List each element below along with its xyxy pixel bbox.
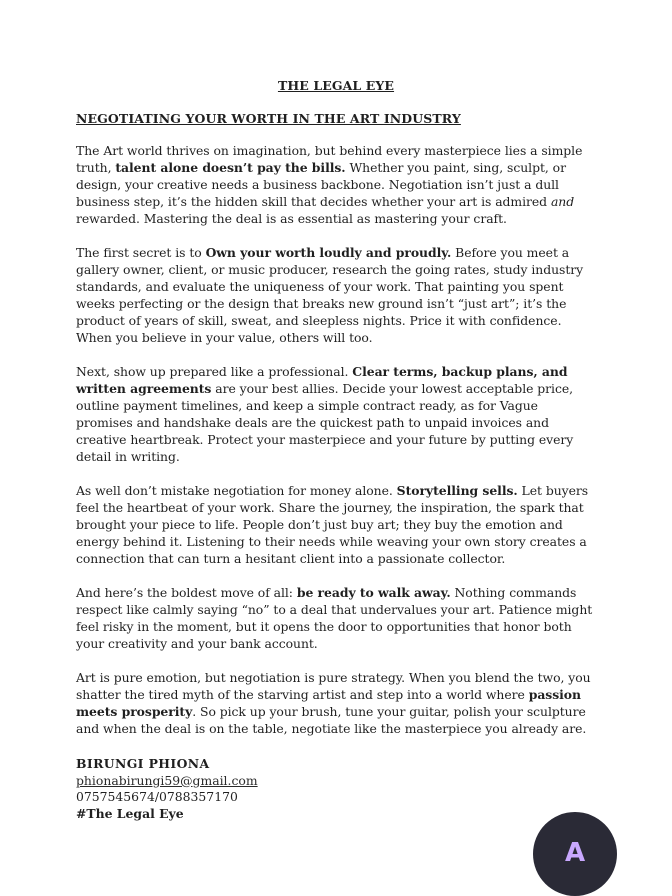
paragraph-text: Whether you paint, sing, sculpt, or design, your creative needs a business backbone. Negotiation isn’t just a dull business step, it’s the hidden skill that decides whether your art is admired	[76, 160, 566, 209]
paragraph-text: are your best allies. Decide your lowest acceptable price, outline payment timelines, and keep a simple contract ready, as for Vague promises and handshake deals are the quickest path to unpaid invoices and creative heartbreak. Protect your masterpiece and your future by putting every detail in writing.	[76, 381, 574, 464]
paragraph-text: Before you meet a gallery owner, client, or music producer, research the going rates, study industry standards, and evaluate the uniqueness of your work. That painting you spent weeks perfecting or the design that breaks new ground isn’t “just art”; it’s the product of years of skill, sweat, and sleepless nights. Price it with confidence. When you believe in your value, others will too.	[76, 245, 584, 345]
paragraph-text: Art is pure emotion, but negotiation is pure strategy. When you blend the two, you shatter the tired myth of the starving artist and step into a world where	[76, 670, 591, 702]
paragraph-text: . So pick up your brush, tune your guitar, polish your sculpture and when the deal is on the table, negotiate like the masterpiece you already are.	[76, 704, 587, 736]
emphasis-text: talent alone doesn’t pay the bills.	[115, 160, 346, 175]
paragraph-text: The first secret is to	[76, 245, 206, 260]
paragraph-text: Let buyers feel the heartbeat of your work. Share the journey, the inspiration, the spark that brought your piece to life. People don’t just buy art; they buy the emotion and energy behind it. Listening to their needs while weaving your own story creates a connection that can turn a hesitant client into a passionate collector.	[76, 483, 589, 566]
paragraph	[76, 482, 596, 567]
paragraph	[76, 142, 596, 227]
emphasis-text: Storytelling sells.	[396, 483, 518, 498]
italic-text: and	[550, 194, 575, 209]
document-title: THE LEGAL EYE	[277, 78, 395, 93]
signature-block	[76, 756, 258, 822]
paragraph-text: And here’s the boldest move of all:	[76, 585, 297, 600]
hashtag: #The Legal Eye	[76, 805, 184, 821]
emphasis-text: Own your worth loudly and proudly.	[205, 245, 452, 260]
author-email-link[interactable]: phionabirungi59@gmail.com	[76, 772, 258, 788]
article-body	[76, 142, 596, 754]
paragraph-text: The Art world thrives on imagination, but behind every masterpiece lies a simple truth,	[76, 143, 583, 175]
paragraph	[76, 244, 596, 346]
emphasis-text: Clear terms, backup plans, and written agreements	[76, 364, 568, 396]
author-name: BIRUNGI PHIONA	[76, 756, 210, 771]
paragraph	[76, 584, 596, 652]
paragraph	[76, 669, 596, 737]
paragraph-text: rewarded. Mastering the deal is as essential as mastering your craft.	[76, 211, 507, 226]
author-phone: 0757545674/0788357170	[76, 789, 238, 804]
paragraph-text: Next, show up prepared like a professional.	[76, 364, 353, 379]
article-heading: NEGOTIATING YOUR WORTH IN THE ART INDUSTRY	[76, 111, 461, 126]
emphasis-text: be ready to walk away.	[296, 585, 451, 600]
paragraph-text: Nothing commands respect like calmly saying “no” to a deal that undervalues your art. Patience might feel risky in the moment, but it opens the door to opportunities that honor both your creativity and your bank account.	[76, 585, 593, 651]
paragraph-text: As well don’t mistake negotiation for money alone.	[76, 483, 397, 498]
assistant-icon[interactable]: A	[533, 812, 617, 896]
emphasis-text: passion meets prosperity	[76, 687, 581, 719]
paragraph	[76, 363, 596, 465]
